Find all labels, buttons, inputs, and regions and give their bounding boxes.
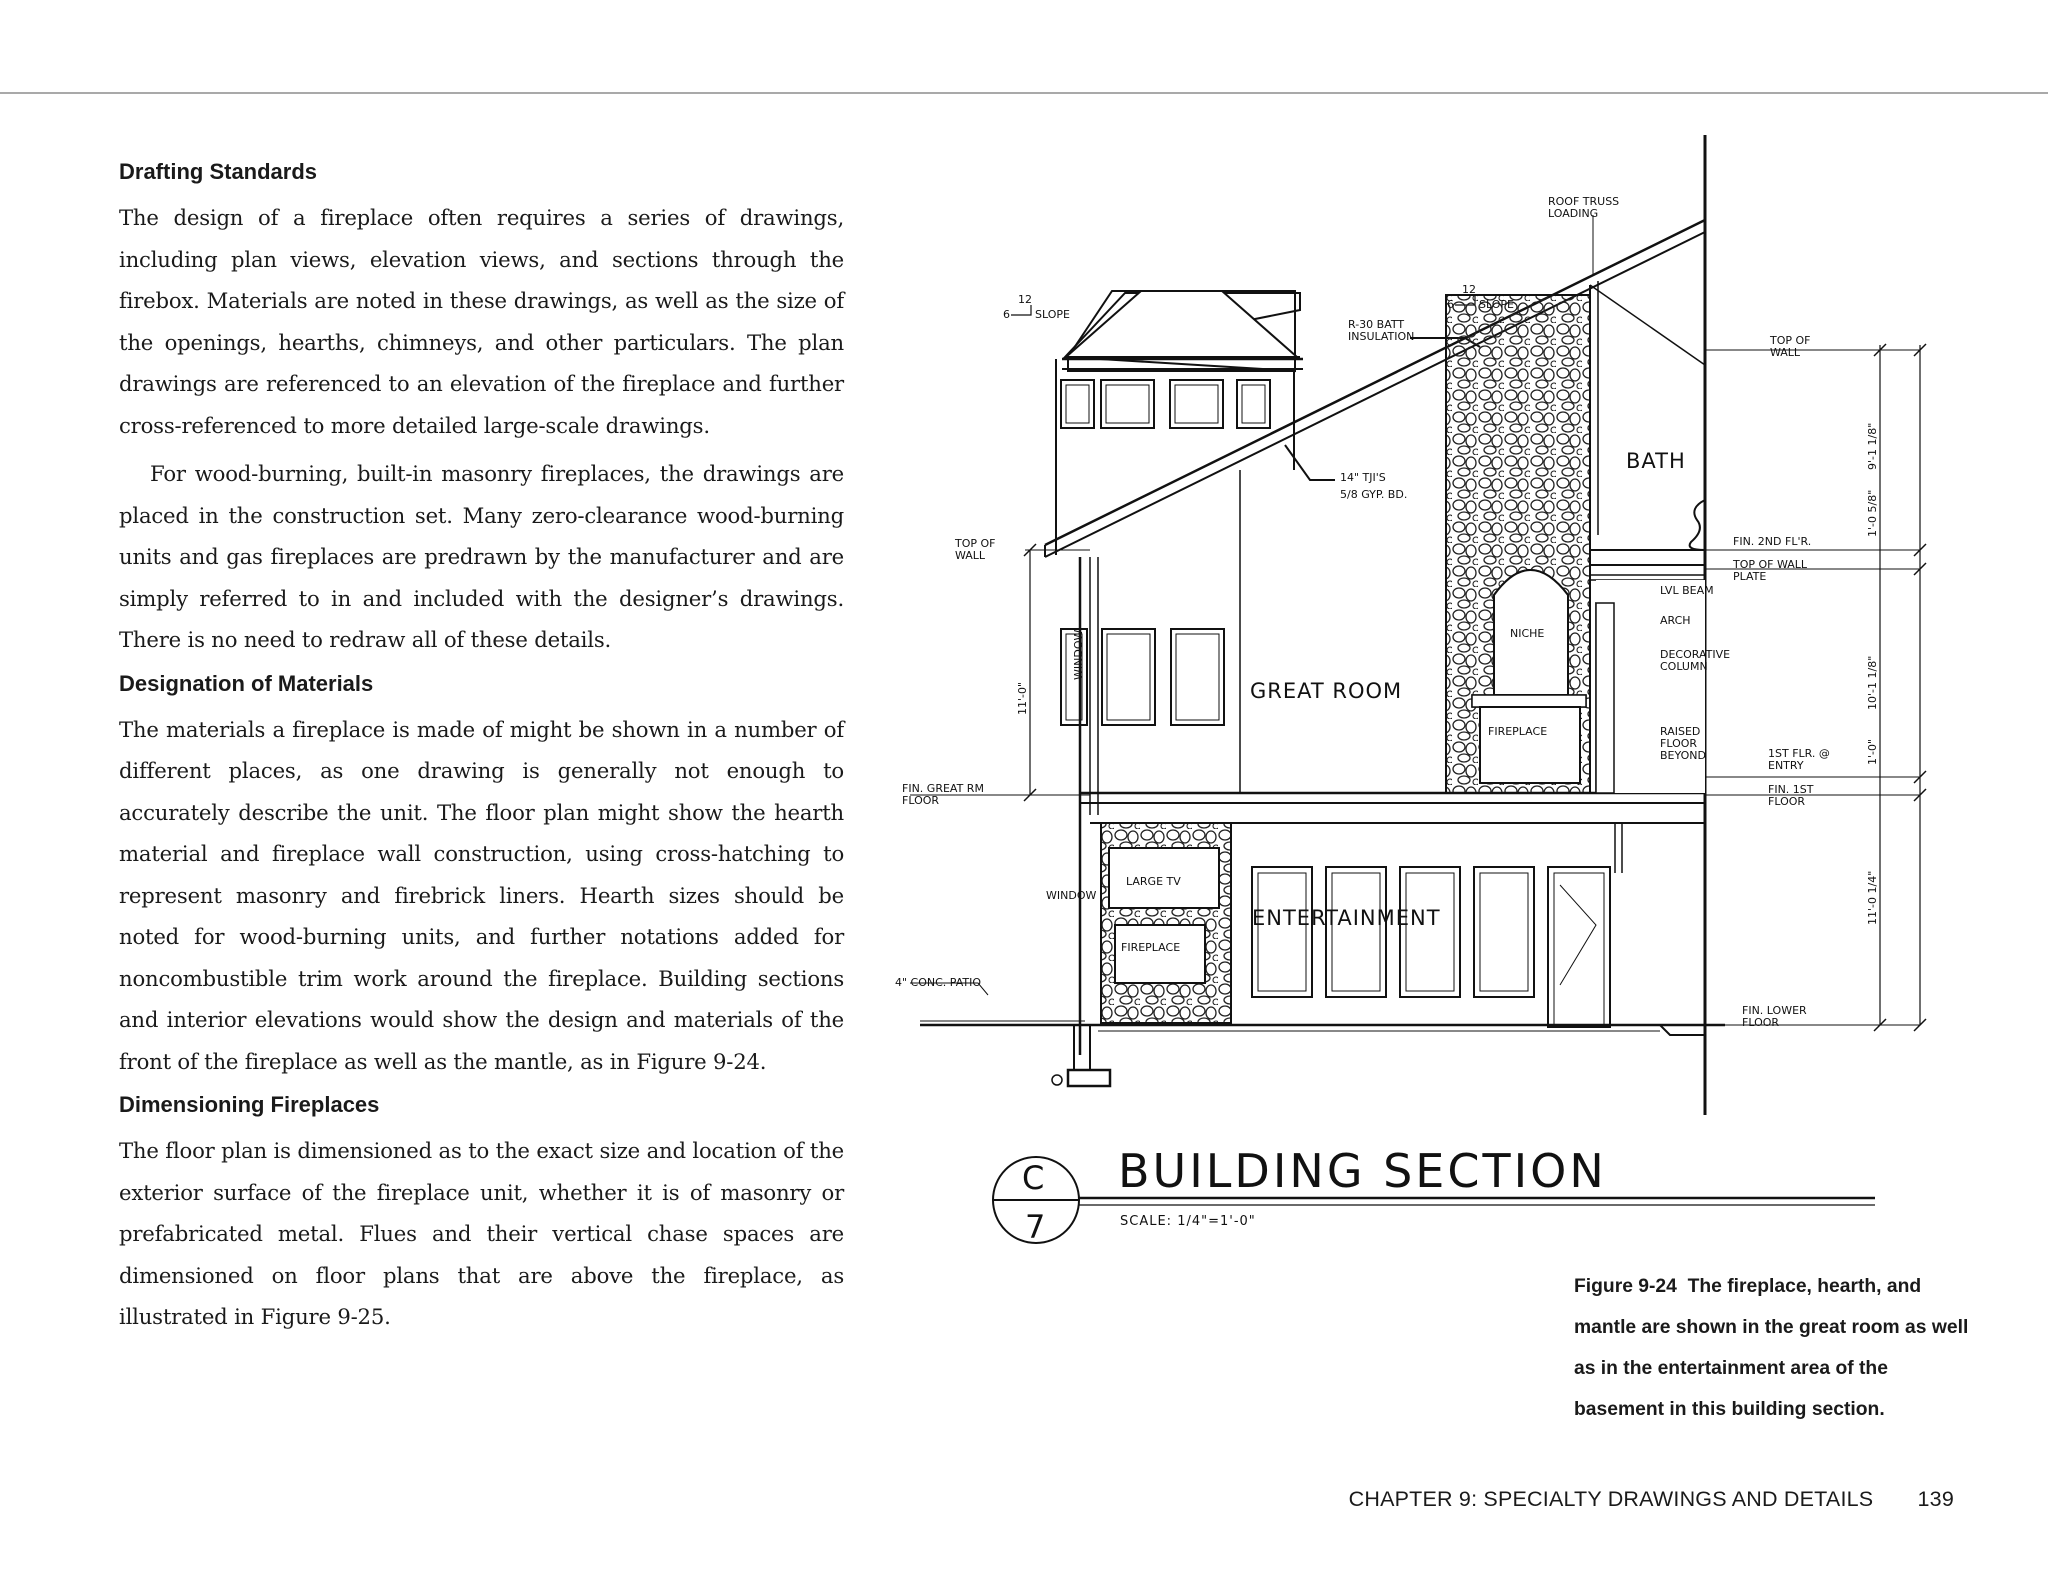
page-footer — [1349, 1487, 1954, 1512]
label-fin-great-2: FLOOR — [902, 794, 940, 807]
building-section-svg — [880, 125, 1940, 1255]
label-raised: RAISED — [1660, 725, 1701, 738]
dim-11-0: 11'-0" — [1016, 681, 1029, 715]
label-beyond: BEYOND — [1660, 749, 1706, 762]
label-arch: ARCH — [1660, 614, 1691, 627]
room-entertainment: ENTERTAINMENT — [1252, 906, 1441, 930]
chapter-title: CHAPTER 9: SPECIALTY DRAWINGS AND DETAILS — [1348, 1487, 1874, 1511]
label-gyp: 5/8 GYP. BD. — [1340, 488, 1408, 501]
label-window-upper: WINDOW — [1072, 629, 1085, 680]
header-rule — [0, 92, 2048, 94]
label-entry: 1ST FLR. @ — [1768, 747, 1830, 760]
label-fin-great: FIN. GREAT RM — [902, 782, 984, 795]
label-batt-insulation: INSULATION — [1348, 330, 1415, 343]
label-window-lower: WINDOW — [1046, 889, 1097, 902]
dim-10-1: 10'-1 1/8" — [1866, 655, 1879, 710]
label-lvl-beam: LVL BEAM — [1660, 584, 1714, 597]
heading-dimensioning-fireplaces: Dimensioning Fireplaces — [119, 1092, 380, 1117]
dim-9-1: 9'-1 1/8" — [1866, 422, 1879, 470]
label-large-tv: LARGE TV — [1126, 875, 1181, 888]
label-fin-lower-2: FLOOR — [1742, 1016, 1780, 1029]
body-text-column — [119, 150, 844, 1345]
label-tji: 14" TJI'S — [1340, 471, 1386, 484]
slope-text: SLOPE — [1035, 308, 1070, 321]
room-great-room: GREAT ROOM — [1250, 679, 1403, 703]
label-column: COLUMN — [1660, 660, 1708, 673]
label-decorative: DECORATIVE — [1660, 648, 1731, 661]
drawing-title: BUILDING SECTION — [1118, 1144, 1607, 1198]
paragraph: The floor plan is dimensioned as to the exact size and location of the exterior surface of the fireplace unit, whether it is of masonry or prefabricated metal. Flues and their vertical chase spaces are dimensioned on floor plans that are above the fireplace, as illustrated in Figure 9-25. — [119, 1138, 844, 1329]
label-fin-1st: FIN. 1ST — [1768, 783, 1814, 796]
label-batt: R-30 BATT — [1348, 318, 1405, 331]
label-entry-2: ENTRY — [1768, 759, 1804, 772]
slope-rise: 6 — [1003, 308, 1010, 321]
drawing-scale: SCALE: 1/4"=1'-0" — [1120, 1214, 1256, 1229]
paragraph: The materials a fireplace is made of might be shown in a number of different places, as one drawing is generally not enough to accurately describe the unit. The floor plan might show the hearth material and fireplace wall construction, using cross-hatching to represent masonry and firebrick liners. Hearth sizes should be noted for wood-burning units, and further notations added for noncombustible trim work around the fireplace. Building sections and interior elevations would show the design and materials of the front of the fireplace as well as the mantle, as in Figure 9-24. — [119, 716, 844, 1074]
slope-text-2: SLOPE — [1479, 298, 1514, 311]
label-floor: FLOOR — [1660, 737, 1698, 750]
room-bath: BATH — [1626, 449, 1686, 473]
building-section-drawing — [880, 125, 1940, 1255]
figure-caption-text: The fireplace, hearth, and mantle are shown in the great room as well as in the entertainment area of the basement in this building section. — [1574, 1276, 1969, 1420]
figure-number: Figure 9-24 — [1574, 1276, 1677, 1297]
label-top-wall-right: TOP OF — [1770, 334, 1811, 347]
label-fin-2nd: FIN. 2ND FL'R. — [1733, 535, 1812, 548]
page-number: 139 — [1917, 1487, 1954, 1511]
label-fin-1st-2: FLOOR — [1768, 795, 1806, 808]
heading-designation-of-materials: Designation of Materials — [119, 670, 374, 696]
label-top-wall-plate: TOP OF WALL — [1733, 558, 1808, 571]
slope-run-2: 12 — [1462, 283, 1476, 296]
section-linework — [910, 135, 1926, 1115]
paragraph: The design of a fireplace often requires a series of drawings, including plan views, elevation views, and sections through the firebox. Materials are noted in these drawings, as well as the size of the openings, hearths, chimneys, and other particulars. The plan drawings are referenced to an elevation of the fireplace and further cross-referenced to more detailed large-scale drawings. — [119, 205, 844, 438]
dim-1-0-58: 1'-0 5/8" — [1866, 489, 1879, 537]
dim-1-0: 1'-0" — [1866, 738, 1879, 765]
label-niche: NICHE — [1510, 627, 1545, 640]
dim-11-0-14: 11'-0 1/4" — [1866, 870, 1879, 925]
label-roof-truss-loading: LOADING — [1548, 207, 1599, 220]
label-fireplace-lower: FIREPLACE — [1121, 941, 1181, 954]
label-fin-lower: FIN. LOWER — [1742, 1004, 1807, 1017]
sheet-number: 7 — [1025, 1208, 1046, 1246]
label-roof-truss: ROOF TRUSS — [1548, 195, 1620, 208]
label-plate: PLATE — [1733, 570, 1767, 583]
paragraph: For wood-burning, built-in masonry fireplaces, the drawings are placed in the construction set. Many zero-clearance wood-burning units and gas fireplaces are predrawn by the manufacturer and are simply referred to in and included with the designer’s drawings. There is no need to redraw all of these details. — [119, 461, 844, 652]
figure-caption — [1574, 1266, 1974, 1430]
label-top-wall-left-2: WALL — [955, 549, 986, 562]
label-fireplace-upper: FIREPLACE — [1488, 725, 1548, 738]
slope-run: 12 — [1018, 293, 1032, 306]
label-top-wall-right-2: WALL — [1770, 346, 1801, 359]
heading-drafting-standards: Drafting Standards — [119, 159, 318, 184]
label-top-wall-left: TOP OF — [955, 537, 996, 550]
label-patio: 4" CONC. PATIO — [895, 976, 982, 989]
slope-rise-2: 6 — [1447, 298, 1454, 311]
section-letter: C — [1022, 1159, 1045, 1197]
